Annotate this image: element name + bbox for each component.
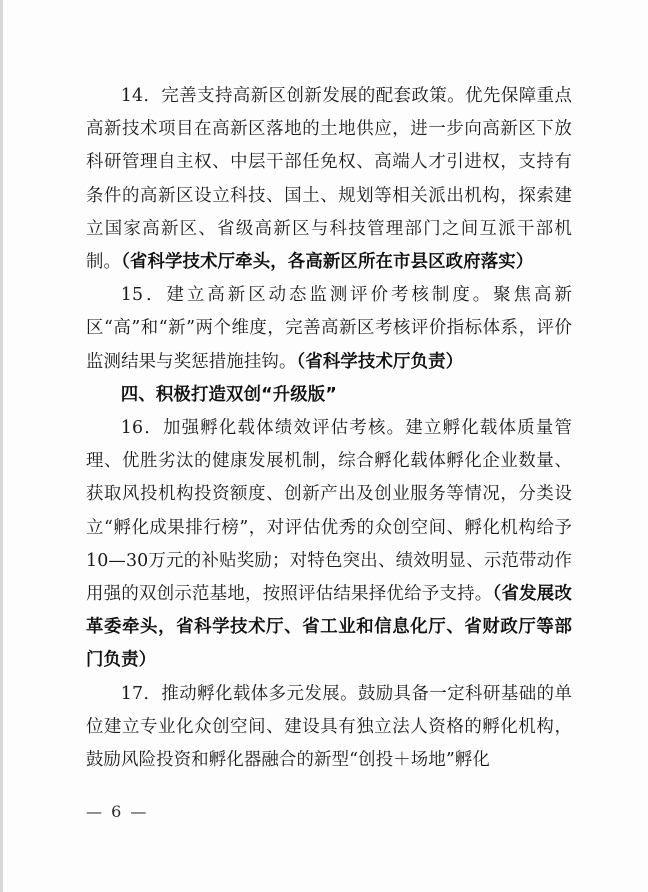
- paragraph-17-lead: 17．推动孵化载体多元发展。: [120, 683, 358, 704]
- paragraph-15-lead: 15．建立高新区动态监测评价考核制度。: [120, 285, 494, 306]
- paragraph-15-body: 聚焦高新区“高”和“新”两个维度，完善高新区考核评价指标体系，评价监测结果与奖惩措施挂钩。: [86, 285, 572, 372]
- paragraph-14: [86, 80, 572, 279]
- paragraph-15-responsibility: （省科学技术厅负责）: [296, 351, 464, 372]
- paragraph-16-responsibility: （省发展改革委牵头，省科学技术厅、省工业和信息化厅、省财政厅等部门负责）: [86, 584, 572, 671]
- page-number: — 6 —: [86, 802, 149, 821]
- paragraph-16: [86, 412, 572, 678]
- paragraph-14-responsibility: （省科学技术厅牵头，各高新区所在市县区政府落实）: [121, 252, 534, 273]
- document-body: [86, 80, 572, 777]
- paragraph-15: [86, 279, 572, 379]
- paragraph-16-body: 建立孵化载体质量管理、优胜劣汰的健康发展机制，综合孵化载体孵化企业数量、获取风投机构投资额度、创新产出及创业服务等情况，分类设立“孵化成果排行榜”，对评估优秀的众创空间、孵化机构给予10—30万元的补贴奖励；对特色突出、绩效明显、示范带动作用强的双创示范基地，按照评估结果择优给予支持。: [86, 418, 573, 605]
- paragraph-14-body: 优先保障重点高新技术项目在高新区落地的土地供应，进一步向高新区下放科研管理自主权、中层干部任免权、高端人才引进权，支持有条件的高新区设立科技、国土、规划等相关派出机构，探索建立国家高新区、省级高新区与科技管理部门之间互派干部机制。: [86, 86, 572, 273]
- paragraph-17: [86, 678, 572, 778]
- section-heading: 四、积极打造双创“升级版”: [120, 384, 337, 405]
- paragraph-17-body: 鼓励具备一定科研基础的单位建立专业化众创空间、建设具有独立法人资格的孵化机构，鼓励风险投资和孵化器融合的新型“创投＋场地”孵化: [86, 683, 572, 771]
- paragraph-14-lead: 14．完善支持高新区创新发展的配套政策。: [120, 86, 466, 106]
- paragraph-16-lead: 16．加强孵化载体绩效评估考核。: [120, 418, 406, 439]
- scan-edge: [0, 0, 3, 892]
